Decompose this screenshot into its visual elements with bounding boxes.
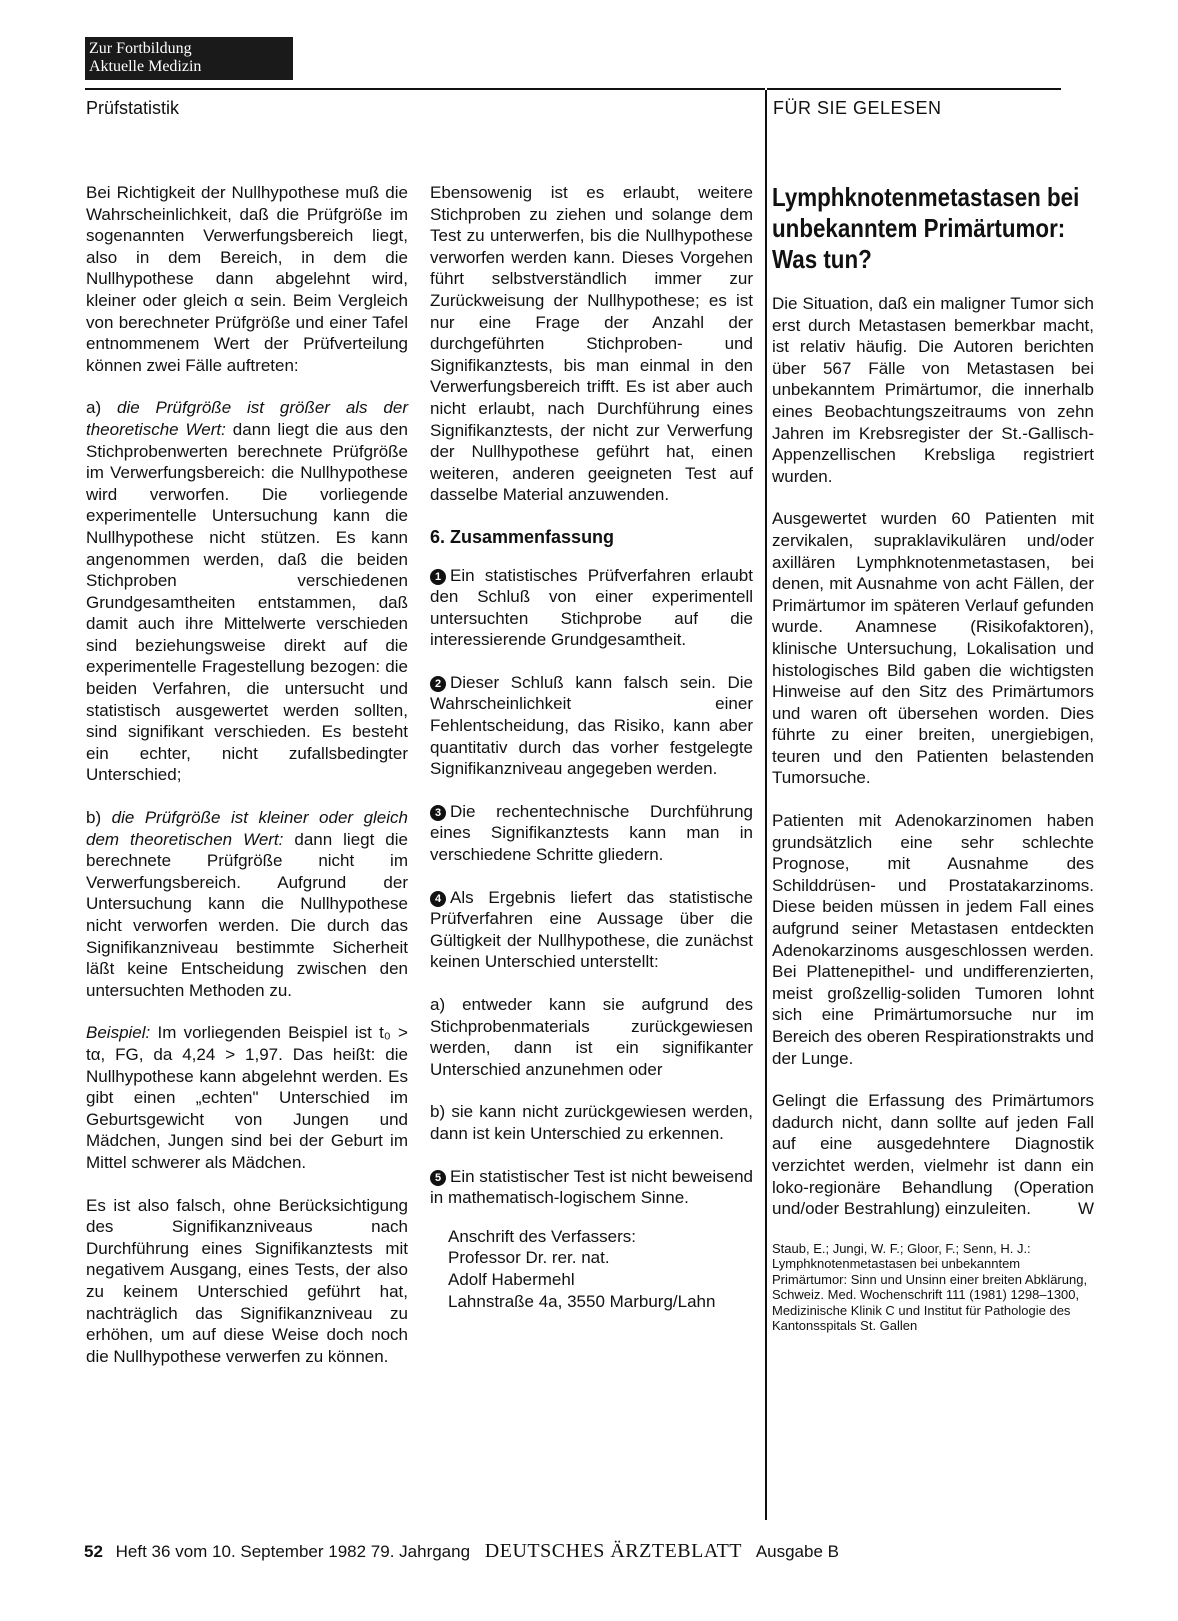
header-rule-right xyxy=(767,88,1061,90)
page-footer xyxy=(84,1540,839,1563)
paragraph: Bei Richtigkeit der Nullhypothese muß die Wahrscheinlichkeit, daß die Prüfgröße im sogenannten Verwerfungsbereich liegt, also in dem Bereich, in dem die Nullhypothese dann abgelehnt wird, kleiner oder gleich α sein. Beim Vergleich von berechneter Prüfgröße und einer Tafel entnommenem Wert der Prüfverteilung können zwei Fälle auftreten: xyxy=(86,183,408,375)
number-4-icon: 4 xyxy=(430,891,446,907)
paragraph: Ebensowenig ist es erlaubt, weitere Stichproben zu ziehen und solange dem Test zu unterwerfen, bis die Nullhypothese verworfen werden kann. Dieses Vorgehen führt selbstverständlich immer zur Zurückweisung der Nullhypothese; es ist nur eine Frage der Anzahl der durchgeführten Stichproben- und Signifikanztests, bis man einmal in den Verwerfungsbereich trifft. Es ist aber auch nicht erlaubt, nach Durchführung eines Signifikanztests, der nicht zur Verwerfung der Nullhypothese geführt hat, einen weiteren, anderen geeigneten Test auf dasselbe Material anzuwenden. xyxy=(430,183,753,505)
number-2-icon: 2 xyxy=(430,676,446,692)
paragraph: Es ist also falsch, ohne Berücksichtigung des Signifikanzniveaus nach Durchführung eines Signifikanztests mit negativem Ausgang, eines Tests, der also zu keinem Unterschied geführt hat, nachträglich das Signifikanzniveau zu erhöhen, um auf diese Weise doch noch die Nullhypothese verwerfen zu können. xyxy=(86,1195,408,1366)
paragraph: Patienten mit Adenokarzinomen haben grundsätzlich eine sehr schlechte Prognose, mit Ausnahme des Schilddrüsen- und Prostatakarzinoms. Diese beiden müssen in jedem Fall eines aufgrund seiner Metastasen entdeckten Adenokarzinoms ausgeschlossen werden. Bei Plattenepithel- und undifferenzierten, meist großzellig-soliden Tumoren lohnt sich eine Primärtumorsuche nur im Bereich des oberen Respirationstrakts und der Lunge. xyxy=(772,811,1094,1068)
reference: Staub, E.; Jungi, W. F.; Gloor, F.; Senn, H. J.: Lymphknotenmetastasen bei unbekanntem Primärtumor: Sinn und Unsinn einer breiten Abklärung, Schweiz. Med. Wochenschrift 111 (1981) 1298–1300, Medizinische Klinik C und Institut für Pathologie des Kantonsspitals St. Gallen xyxy=(772,1240,1088,1334)
badge-line-1: Zur Fortbildung xyxy=(89,40,192,57)
paragraph: b) sie kann nicht zurückgewiesen werden, dann ist kein Unterschied zu erkennen. xyxy=(430,1102,753,1143)
paragraph: Ausgewertet wurden 60 Patienten mit zervikalen, supraklavikulären und/oder axillären Lymphknotenmetastasen, bei denen, mit Ausnahme von acht Fällen, der Primärtumor im späteren Verlauf gefunden wurde. Anamnese (Risikofaktoren), klinische Untersuchung, Lokalisation und histologisches Bild gaben die wichtigsten Hinweise auf den Sitz des Primärtumors und waren oft übersehen worden. Dies führte zu einer breiten, unergiebigen, teuren und den Patienten belastenden Tumorsuche. xyxy=(772,509,1094,788)
page-number: 52 xyxy=(84,1542,103,1561)
paragraph: Die Situation, daß ein maligner Tumor sich erst durch Metastasen bemerkbar macht, ist relativ häufig. Die Autoren berichten über 567 Fälle von Metastasen bei unbekanntem Primärtumor, die innerhalb eines Beobachtungszeitraums von zehn Jahren im Krebsregister der St.-Gallisch-Appenzellischen Krebsliga registriert wurden. xyxy=(772,294,1094,486)
author-sign: W xyxy=(1077,1199,1094,1219)
column-1 xyxy=(86,182,408,1388)
column-divider xyxy=(765,90,767,1520)
summary-item: 3 Die rechentechnische Durchführung eines Signifikanztests kann man in verschiedene Schritte gliedern. xyxy=(430,801,753,865)
summary-heading: 6. Zusammenfassung xyxy=(430,526,615,547)
column-2 xyxy=(430,182,753,1312)
author-address: Anschrift des Verfassers: Professor Dr. rer. nat. Adolf Habermehl Lahnstraße 4a, 3550 Marburg/Lahn xyxy=(448,1226,716,1311)
section-title-right: FÜR SIE GELESEN xyxy=(773,98,942,118)
section-title-left: Prüfstatistik xyxy=(86,98,180,118)
paragraph: Gelingt die Erfassung des Primärtumors dadurch nicht, dann sollte auf jeden Fall auf eine ausgedehntere Diagnostik verzichtet werden, vielmehr ist dann ein loko-regionäre Behandlung (Operation und/oder Bestrahlung) einzuleiten. W xyxy=(772,1091,1094,1219)
magazine-name: DEUTSCHES ÄRZTEBLATT xyxy=(484,1540,743,1562)
section-badge xyxy=(85,37,293,80)
badge-line-2: Aktuelle Medizin xyxy=(89,58,202,75)
paragraph: b) die Prüfgröße ist kleiner oder gleich dem theoretischen Wert: dann liegt die berechnete Prüfgröße nicht im Verwerfungsbereich. Aufgrund der Untersuchung kann die Nullhypothese nicht verworfen werden. Die durch das Signifikanzniveau bestimmte Sicherheit läßt keine Entscheidung zwischen den untersuchten Methoden zu. xyxy=(86,808,408,1000)
summary-item: 5 Ein statistischer Test ist nicht beweisend in mathematisch-logischem Sinne. xyxy=(430,1166,753,1208)
paragraph: a) entweder kann sie aufgrund des Stichprobenmaterials zurückgewiesen werden, dann ist ein signifikanter Unterschied anzunehmen oder xyxy=(430,995,753,1079)
column-3 xyxy=(772,182,1094,1334)
header-rule-left xyxy=(85,88,765,90)
summary-item: 2 Dieser Schluß kann falsch sein. Die Wahrscheinlichkeit einer Fehlentscheidung, das Risiko, kann aber quantitativ durch das vorher festgelegte Signifikanzniveau angegeben werden. xyxy=(430,672,753,779)
summary-item: 1 Ein statistisches Prüfverfahren erlaubt den Schluß von einer experimentell untersuchten Stichprobe auf die interessierende Grundgesamtheit. xyxy=(430,565,753,650)
issue-info: Heft 36 vom 10. September 1982 79. Jahrgang xyxy=(115,1542,471,1561)
edition: Ausgabe B xyxy=(755,1542,839,1561)
number-5-icon: 5 xyxy=(430,1170,446,1186)
paragraph: Beispiel: Im vorliegenden Beispiel ist t₀ > tα, FG, da 4,24 > 1,97. Das heißt: die Nullhypothese kann abgelehnt werden. Es gibt einen „echten" Unterschied im Geburtsgewicht von Jungen und Mädchen, Jungen sind bei der Geburt im Mittel schwerer als Mädchen. xyxy=(86,1023,408,1172)
number-3-icon: 3 xyxy=(430,805,446,821)
number-1-icon: 1 xyxy=(430,569,446,585)
article-title: Lymphknotenmetastasen bei unbekanntem Primärtumor: Was tun? xyxy=(772,182,1080,274)
paragraph: a) die Prüfgröße ist größer als der theoretische Wert: dann liegt die aus den Stichprobenwerten berechnete Prüfgröße im Verwerfungsbereich: die Nullhypothese wird verworfen. Die vorliegende experimentelle Untersuchung kann die Nullhypothese nicht stützen. Es kann angenommen werden, daß die beiden Stichproben verschiedenen Grundgesamtheiten entstammen, daß damit auch ihre Mittelwerte verschieden sind beziehungsweise direkt auf die experimentelle Fragestellung bezogen: die beiden Verfahren, die untersucht und statistisch ausgewertet werden sollten, sind signifikant verschieden. Es besteht ein echter, nicht zufallsbedingter Unterschied; xyxy=(86,398,409,785)
summary-item: 4 Als Ergebnis liefert das statistische Prüfverfahren eine Aussage über die Gültigkeit der Nullhypothese, die zunächst keinen Unterschied unterstellt: xyxy=(430,887,753,972)
